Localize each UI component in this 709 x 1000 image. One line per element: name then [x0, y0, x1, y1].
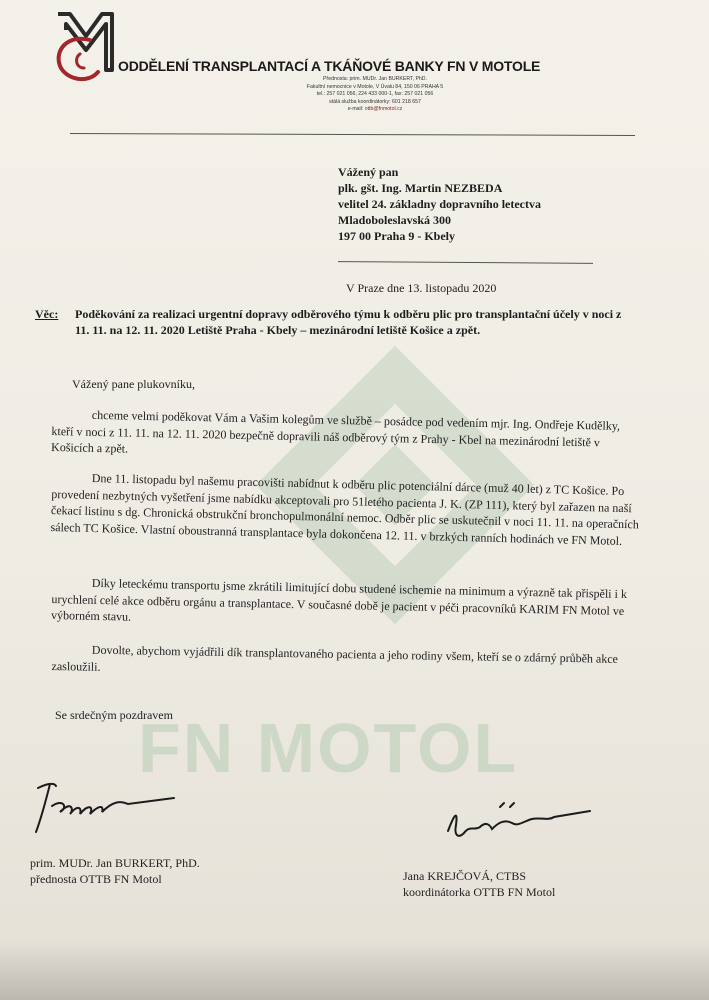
paragraph-text: Dne 11. listopadu byl našemu pracovišti nabídnut k odběru plic potenciální dárce (muž 40 let) z TC Košice. Po provedení nezbytných vyšetření jsme nabídku akceptovali pro 51letého pacienta J. K. (ZP 111), který byl zařazen na naší čekací listinu s dg. Chronická obstrukční bronchopulmonální nemoc. Odběr plic se uskutečnil v noci 11. 11. na operačních sálech TC Košice. Vlastní oboustranná transplantace byla dokončena 12. 11. v brzkých ranních hodinách ve FN Motol. [50, 470, 639, 548]
letterhead-contact [245, 76, 505, 114]
body-paragraph [51, 406, 637, 468]
signatory-name: prim. MUDr. Jan BURKERT, PhD. [30, 856, 200, 870]
paragraph-text: chceme velmi poděkovat Vám a Vašim kolegům ve službě – posádce pod vedením mjr. Ing. Ondřeje Kudělky, kteří v noci z 11. 11. na 12. 11. 2020 bezpečně dopravili náš odběrový tým z Prahy - Kbel na mezinárodní letiště v Košicích a zpět. [50, 407, 621, 456]
addressee-line: 197 00 Praha 9 - Kbely [338, 229, 455, 243]
addressee-line: plk. gšt. Ing. Martin NEZBEDA [338, 181, 503, 195]
addressee-divider [338, 261, 593, 264]
header-divider [70, 133, 635, 136]
email-label: e-mail: [347, 106, 364, 113]
salutation: Vážený pane plukovníku, [72, 377, 195, 391]
body-paragraph [51, 574, 642, 636]
contact-email-line [245, 106, 505, 114]
photo-shadow [0, 940, 709, 1000]
contact-line: Přednosta: prim. MUDr. Jan BURKERT, PhD. [323, 76, 427, 82]
signatory-burkert [30, 855, 200, 887]
signatory-role: přednosta OTTB FN Motol [30, 872, 162, 886]
addressee-line: velitel 24. základny dopravního letectva [338, 197, 541, 211]
addressee-block [338, 164, 541, 244]
date-line: V Praze dne 13. listopadu 2020 [346, 281, 497, 295]
signatory-name: Jana KREJČOVÁ, CTBS [403, 869, 527, 883]
closing-line: Se srdečným pozdravem [55, 708, 173, 722]
subject-label: Věc: [35, 307, 59, 321]
signatory-role: koordinátorka OTTB FN Motol [403, 885, 556, 899]
addressee-line: Mladoboleslavská 300 [338, 213, 452, 227]
contact-line: Fakultní nemocnice v Motole, V Úvalu 84, 150 06 PRAHA 5 [306, 83, 444, 90]
addressee-line: Vážený pan [338, 165, 399, 179]
paragraph-text: Díky leteckému transportu jsme zkrátili limitující dobu studené ischemie na minimum a výrazně tak přispěli i k urychlení celé akce odběru orgánu a transplantace. V současné době je pacient v péči pracovníků KARIM FN Motol ve výborném stavu. [50, 575, 628, 624]
email-link[interactable]: ottb@fnmotol.cz [364, 106, 403, 113]
watermark-text: FN MOTOL [138, 709, 519, 787]
paragraph-text: Dovolte, abychom vyjádřili dík transplantovaného pacienta a jeho rodiny všem, kteří se o zdárný průběh akce zasloužili. [51, 642, 619, 674]
contact-line: stálá služba koordinátorky: 601 218 657 [329, 98, 421, 105]
body-paragraph [51, 641, 631, 684]
ottb-logo-icon [50, 10, 116, 84]
body-paragraph [50, 469, 641, 549]
signature-burkert-icon [24, 770, 194, 840]
contact-line: tel.: 257 021 056, 224 433 000-1, fax: 257 021 056 [316, 91, 434, 98]
subject-text: Poděkování za realizaci urgentní dopravy odběrového týmu k odběru plic pro transplantační účely v noci z 11. 11. na 12. 11. 2020 Letiště Praha - Kbely – mezinárodní letiště Košice a zpět. [75, 307, 622, 337]
department-title: ODDĚLENÍ TRANSPLANTACÍ A TKÁŇOVÉ BANKY FN V MOTOLE [118, 58, 541, 74]
signatory-krejcova [403, 868, 555, 900]
signature-krejcova-icon [440, 795, 600, 855]
